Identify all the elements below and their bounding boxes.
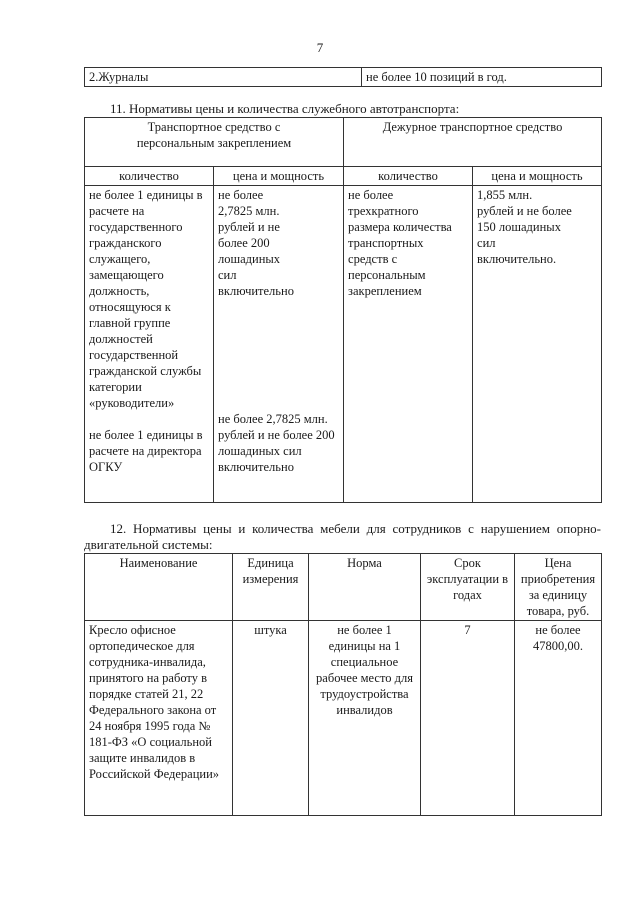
personal-price-cell (214, 186, 344, 503)
personal-qty-cell (85, 186, 214, 503)
section-11-heading: 11. Нормативы цены и количества служебного автотранспорта: (110, 101, 460, 116)
header-norm: Норма (309, 554, 421, 621)
col-price-duty: цена и мощность (473, 167, 602, 186)
journals-table (84, 67, 602, 87)
duty-qty-cell (344, 186, 473, 503)
duty-price-cell (473, 186, 602, 503)
furniture-norms-table (84, 553, 602, 816)
journals-norm: не более 10 позиций в год. (362, 68, 602, 87)
item-price: не более 47800,00. (515, 621, 602, 816)
table-row (85, 68, 602, 87)
table-row (85, 118, 602, 167)
col-qty-personal: количество (85, 167, 214, 186)
col-qty-duty: количество (344, 167, 473, 186)
personal-price-2: не более 2,7825 млн. рублей и не более 200 лошадиных сил включительно (218, 412, 335, 474)
header-price: Цена приобретения за единицу товара, руб. (515, 554, 602, 621)
item-name: Кресло офисное ортопедическое для сотрудника-инвалида, принятого на работу в порядке статей 21, 22 Федерального закона от 24 ноября 1995 года № 181-ФЗ «О социальной защите инвалидов в Российской Федерации» (85, 621, 233, 816)
item-term: 7 (421, 621, 515, 816)
duty-price: 1,855 млн. рублей и не более 150 лошадиных сил включительно. (477, 188, 572, 266)
group-personal-header (85, 118, 344, 167)
page-number: 7 (316, 40, 324, 55)
col-price-personal: цена и мощность (214, 167, 344, 186)
duty-qty: не более трехкратного размера количества транспортных средств с персональным закреплением (348, 188, 452, 298)
item-norm: не более 1 единицы на 1 специальное рабочее место для трудоустройства инвалидов (309, 621, 421, 816)
table-row (85, 167, 602, 186)
item-unit: штука (233, 621, 309, 816)
table-row (85, 621, 602, 816)
table-row (85, 186, 602, 503)
table-row (85, 554, 602, 621)
header-term: Срок эксплуатации в годах (421, 554, 515, 621)
personal-qty-2: не более 1 единицы в расчете на директора ОГКУ (89, 428, 203, 474)
vehicle-norms-table (84, 117, 602, 503)
group-duty-header: Дежурное транспортное средство (344, 118, 602, 167)
section-12-heading: 12. Нормативы цены и количества мебели для сотрудников с нарушением опорно-двигательной системы: (84, 521, 601, 552)
journals-item: 2.Журналы (85, 68, 362, 87)
personal-price-1: не более 2,7825 млн. рублей и не более 200 лошадиных сил включительно (218, 188, 294, 298)
group-personal-label: Транспортное средство с персональным закреплением (136, 120, 292, 150)
header-name: Наименование (85, 554, 233, 621)
personal-qty-1: не более 1 единицы в расчете на государственного гражданского служащего, замещающего должность, относящуюся к главной группе должностей государственной гражданской службы категории «руководители» (89, 188, 203, 410)
header-unit: Единица измерения (233, 554, 309, 621)
